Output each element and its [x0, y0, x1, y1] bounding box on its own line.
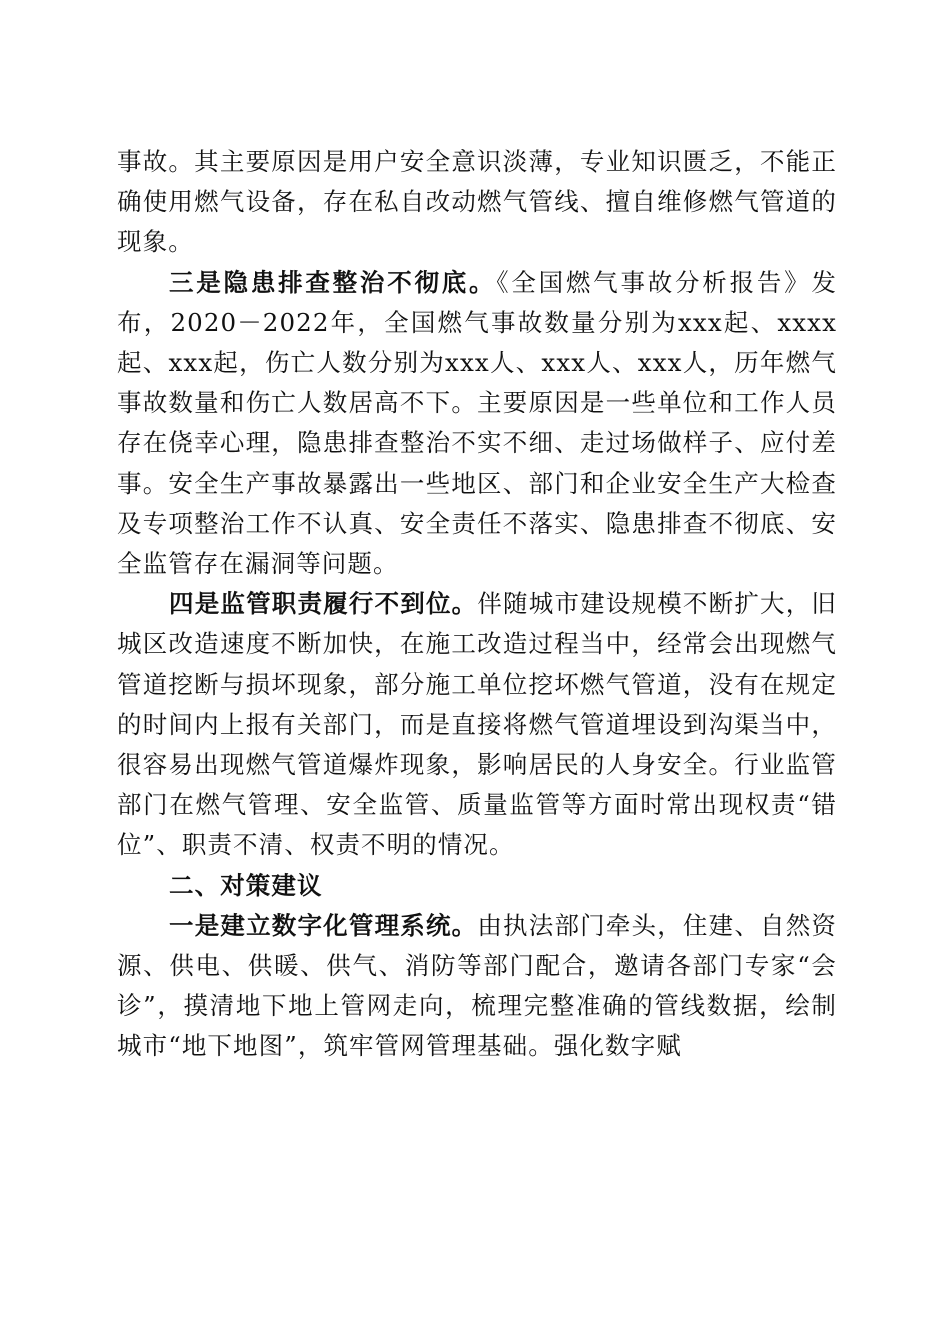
paragraph-digital-management — [117, 906, 837, 1067]
paragraph-continuation — [117, 142, 837, 263]
paragraph-text: 《全国燃气事故分析报告》发布，2020－2022年，全国燃气事故数量分别为xxx起、xxxx起、xxx起，伤亡人数分别为xxx人、xxx人、xxx人，历年燃气事故数量和伤亡人数居高不下。主要原因是一些单位和工作人员存在侥幸心理，隐患排查整治不实不细、走过场做样子、应付差事。安全生产事故暴露出一些地区、部门和企业安全生产大检查及专项整治工作不认真、安全责任不落实、隐患排查不彻底、安全监管存在漏洞等问题。 — [117, 267, 837, 579]
paragraph-hazard-inspection — [117, 263, 837, 585]
section-heading: 二、对策建议 — [169, 870, 323, 900]
paragraph-text: 事故。其主要原因是用户安全意识淡薄，专业知识匮乏，不能正确使用燃气设备，存在私自改动燃气管线、擅自维修燃气管道的现象。 — [117, 147, 837, 257]
paragraph-lead: 一是建立数字化管理系统。 — [169, 910, 478, 940]
paragraph-lead: 三是隐患排查整治不彻底。 — [169, 267, 497, 297]
paragraph-lead: 四是监管职责履行不到位。 — [169, 589, 478, 619]
paragraph-text: 由执法部门牵头，住建、自然资源、供电、供暖、供气、消防等部门配合，邀请各部门专家“会诊”，摸清地下地上管网走向，梳理完整准确的管线数据，绘制城市“地下地图”，筑牢管网管理基础。强化数字赋 — [117, 910, 838, 1061]
paragraph-supervision-duty — [117, 584, 837, 865]
paragraph-text: 伴随城市建设规模不断扩大，旧城区改造速度不断加快，在施工改造过程当中，经常会出现燃气管道挖断与损坏现象，部分施工单位挖坏燃气管道，没有在规定的时间内上报有关部门，而是直接将燃气管道埋设到沟渠当中，很容易出现燃气管道爆炸现象，影响居民的人身安全。行业监管部门在燃气管理、安全监管、质量监管等方面时常出现权责“错位”、职责不清、权责不明的情况。 — [117, 589, 838, 860]
document-page — [117, 142, 837, 1067]
